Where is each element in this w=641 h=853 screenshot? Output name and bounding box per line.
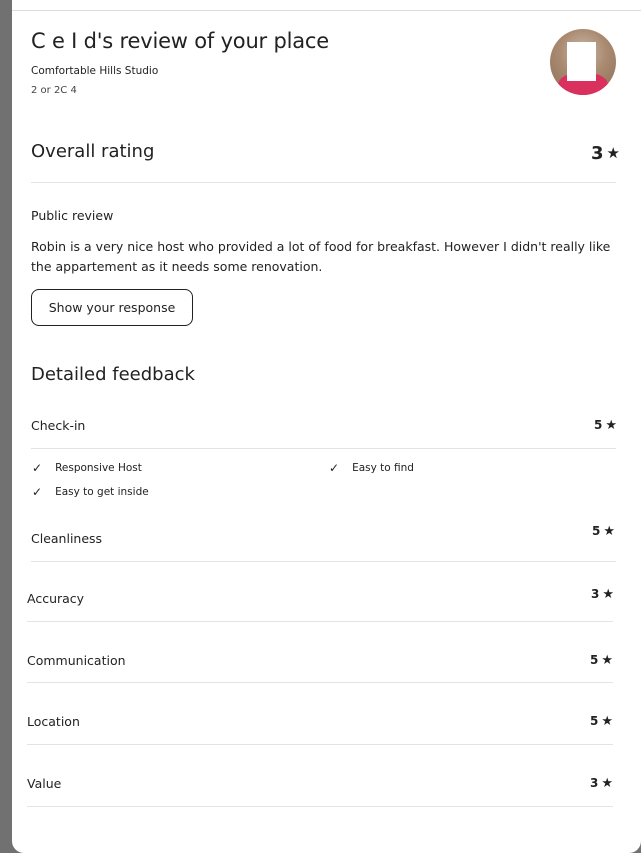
divider	[27, 744, 613, 745]
checkin-tag	[32, 485, 149, 499]
category-label-value: Value	[27, 776, 62, 791]
star-icon: ★	[606, 144, 620, 162]
score-value: 3	[590, 776, 599, 790]
category-score-communication	[590, 653, 613, 667]
overall-rating-score	[591, 143, 620, 164]
star-icon: ★	[605, 417, 618, 433]
listing-name: Comfortable Hills Studio	[31, 65, 159, 77]
category-label-location: Location	[27, 714, 80, 729]
review-title: C e I d's review of your place	[31, 29, 329, 53]
category-score-location	[590, 714, 613, 728]
score-value: 5	[592, 524, 601, 538]
checkmark-icon: ✓	[32, 485, 43, 499]
checkmark-icon: ✓	[329, 461, 340, 475]
checkin-tag	[329, 461, 414, 475]
overall-rating-label: Overall rating	[31, 141, 155, 162]
public-review-text: Robin is a very nice host who provided a lot of food for breakfast. However I didn't really like the appartement as it needs some renovation.	[31, 239, 611, 274]
avatar-redaction	[567, 42, 596, 81]
star-icon: ★	[601, 713, 614, 729]
divider	[31, 561, 616, 562]
divider	[27, 682, 613, 683]
checkin-tag	[32, 461, 142, 475]
divider	[27, 806, 613, 807]
star-icon: ★	[602, 586, 615, 602]
tag-label: Responsive Host	[55, 462, 142, 474]
category-score-value	[590, 776, 613, 790]
tag-label: Easy to get inside	[55, 486, 149, 498]
score-value: 5	[594, 418, 603, 432]
review-dialog	[12, 0, 641, 853]
star-icon: ★	[601, 652, 614, 668]
review-date: 2 or 2C 4	[31, 85, 77, 96]
detailed-feedback-heading: Detailed feedback	[31, 364, 195, 385]
divider	[31, 448, 616, 449]
divider	[31, 182, 616, 183]
category-label-accuracy: Accuracy	[27, 591, 85, 606]
guest-avatar[interactable]	[550, 29, 616, 95]
tag-label: Easy to find	[352, 462, 414, 474]
show-response-button[interactable]: Show your response	[31, 289, 193, 326]
checkmark-icon: ✓	[32, 461, 43, 475]
overall-rating-value: 3	[591, 143, 604, 164]
score-value: 3	[591, 587, 600, 601]
divider	[27, 621, 613, 622]
star-icon: ★	[601, 775, 614, 791]
category-score-cleanliness	[592, 524, 615, 538]
category-score-accuracy	[591, 587, 614, 601]
category-label-cleanliness: Cleanliness	[31, 531, 103, 546]
score-value: 5	[590, 653, 599, 667]
star-icon: ★	[603, 523, 616, 539]
dialog-top-border	[12, 10, 641, 11]
score-value: 5	[590, 714, 599, 728]
category-label-checkin: Check-in	[31, 418, 86, 433]
category-score-checkin	[594, 418, 617, 432]
public-review-label: Public review	[31, 208, 114, 223]
category-label-communication: Communication	[27, 653, 126, 668]
